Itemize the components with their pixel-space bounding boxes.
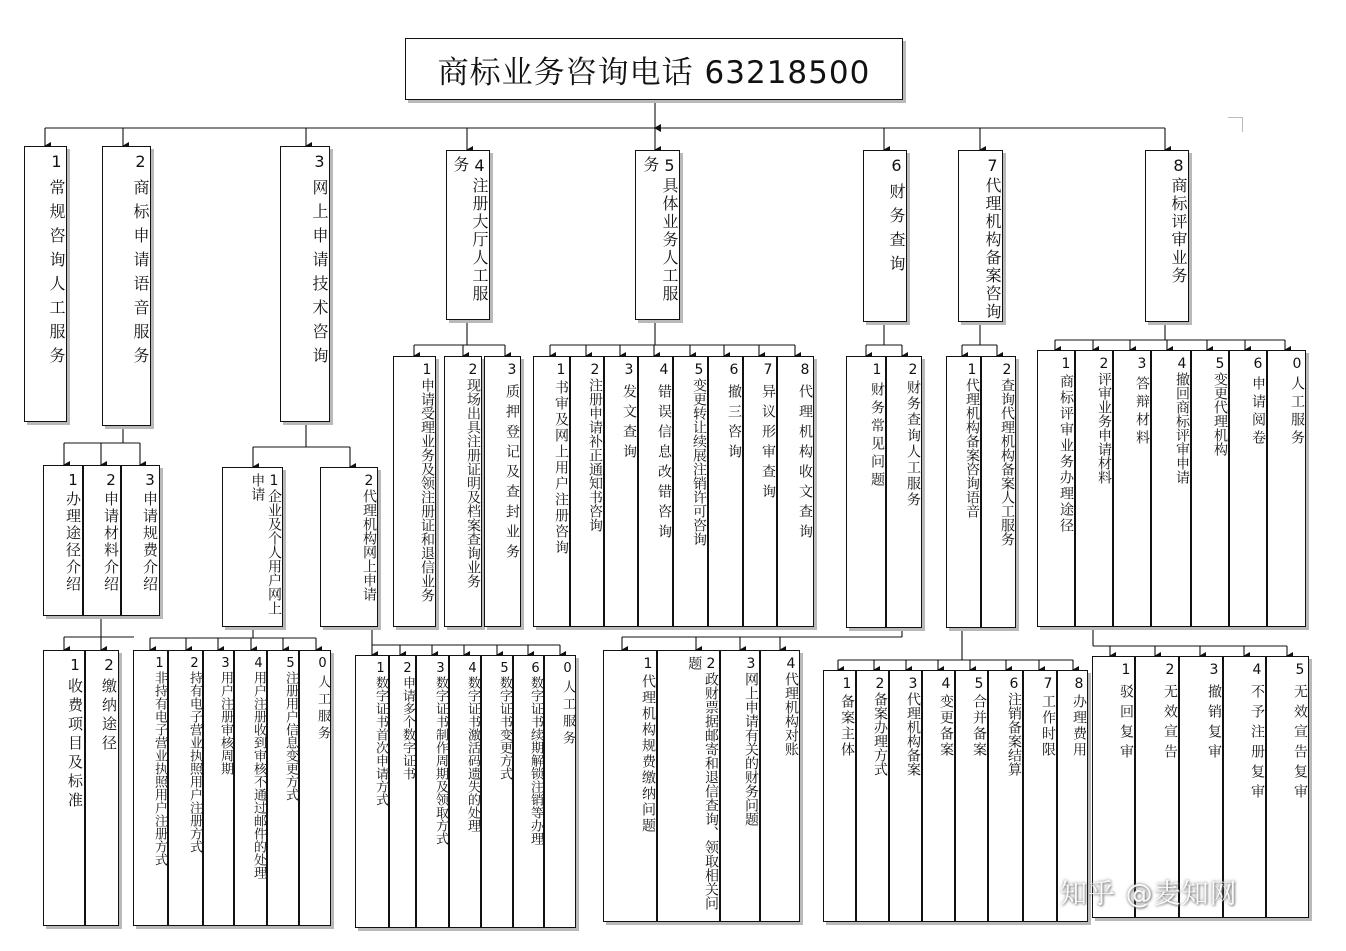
node-handling-fee: 8办理费用 [1057,670,1088,922]
node-filing-voice: 1代理机构备案咨询语音 [946,356,981,628]
node-filing-method: 2备案办理方式 [856,670,889,922]
node-merge-filing: 5合并备案 [955,670,988,922]
node-change-agency: 5变更代理机构 [1191,350,1229,627]
node-cert-change: 5数字证书变更方式 [481,655,513,928]
node-cert-first-apply: 1数字证书首次申请方式 [355,655,389,928]
node-trademark-voice-service: 2商标申请语音服务 [102,146,151,426]
node-review-channel: 1商标评审业务办理途径 [1037,350,1075,627]
node-license-register: 2持有电子营业执照用户注册方式 [168,650,203,926]
node-review-manual: 0人工服务 [1267,350,1306,627]
node-fee-items: 1收费项目及标准 [43,650,85,926]
node-rejection-mail: 4用户注册收到审核不通过邮件的处理 [234,650,267,926]
node-file-access: 6申请阅卷 [1229,350,1267,627]
node-work-time-limit: 7工作时限 [1023,670,1057,922]
node-error-correction: 4错误信息改错咨询 [638,356,673,627]
node-paper-online-register: 1书审及网上用户注册咨询 [533,356,570,627]
node-agency-fee-payment: 1代理机构规费缴纳问题 [603,650,657,922]
node-manual-service-b: 0人工服务 [544,655,576,928]
node-agency-inbox-query: 8代理机构收文查询 [777,356,814,627]
node-payment-channels: 2缴纳途径 [85,650,119,926]
node-rejection-review: 1驳回复审 [1092,656,1135,918]
node-invalidation: 2无效宣告 [1135,656,1179,918]
node-cert-renew: 6数字证书续期解锁注销等办理 [513,655,544,928]
node-cancel-filing: 6注销备案结算 [988,670,1023,922]
node-agency-filing: 7代理机构备案咨询 [958,150,1003,322]
node-pledge-seal: 3质押登记及查封业务 [484,356,521,627]
node-non-registration-review: 4不予注册复审 [1223,656,1266,918]
page-title: 商标业务咨询电话 63218500 [437,54,871,91]
hotline-title-box [405,38,903,100]
corner-mark [1228,117,1243,132]
node-cert-activation-lost: 4数字证书激活码遗失的处理 [449,655,481,928]
node-finance-manual: 2财务查询人工服务 [886,356,922,628]
node-receipt-mailing: 2政财票据邮寄和退信查询、领取相关问题 [657,650,720,922]
node-materials-intro: 2申请材料介绍 [83,465,121,616]
node-specific-business: 5具体业务人工服务 [635,150,680,320]
node-change-filing: 4变更备案 [922,670,955,922]
watermark-text: 知乎 @麦知网 [1060,879,1238,910]
node-onsite-certificate: 2现场出具注册证明及档案查询业务 [444,356,482,627]
node-invalidation-review: 5无效宣告复审 [1266,656,1309,918]
node-agency-filing-record: 3代理机构备案 [889,670,922,922]
node-online-tech-consulting: 3网上申请技术咨询 [280,146,330,422]
node-user-online-apply: 1企业及个人用户网上申请 [222,467,283,627]
node-manual-service-a: 0人工服务 [299,650,331,926]
node-agency-reconciliation: 4代理机构对账 [760,650,800,922]
node-finance-faq: 1财务常见问题 [846,356,886,628]
node-review-business: 8商标评审业务 [1145,150,1189,322]
node-defense-materials: 3答辩材料 [1113,350,1151,627]
node-review-materials: 2评审业务申请材料 [1075,350,1113,627]
node-general-consulting: 1常规咨询人工服务 [24,146,67,422]
node-filing-manual: 2查询代理机构备案人工服务 [981,356,1016,628]
node-opposition-query: 7异议形审查询 [743,356,777,627]
node-register-review-period: 3用户注册审核周期 [203,650,234,926]
node-correction-notice: 2注册申请补正通知书咨询 [570,356,604,627]
node-online-finance: 3网上申请有关的财务问题 [720,650,760,922]
node-cert-period: 3数字证书制作周期及领取方式 [416,655,449,928]
node-non-use-cancellation: 6撤三咨询 [708,356,743,627]
node-change-transfer: 5变更转让续展注销许可咨询 [673,356,708,627]
node-withdraw-review: 4撤回商标评审申请 [1151,350,1191,627]
node-hall-service: 4注册大厅人工服务 [446,150,490,320]
node-revocation-review: 3撤销复审 [1179,656,1223,918]
node-nonlicense-register: 1非持有电子营业执照用户注册方式 [133,650,168,926]
node-multi-cert: 2申请多个数字证书 [389,655,416,928]
node-fees-intro: 3申请规费介绍 [121,465,160,616]
node-agency-online-apply: 2代理机构网上申请 [320,467,378,627]
node-filing-subject: 1备案主体 [823,670,856,922]
node-document-query: 3发文查询 [604,356,638,627]
node-accept-service: 1申请受理业务及领注册证和退信业务 [393,356,436,627]
node-user-info-change: 5注册用户信息变更方式 [267,650,299,926]
node-process-intro: 1办理途径介绍 [43,465,83,616]
node-finance-query: 6财务查询 [863,150,907,322]
